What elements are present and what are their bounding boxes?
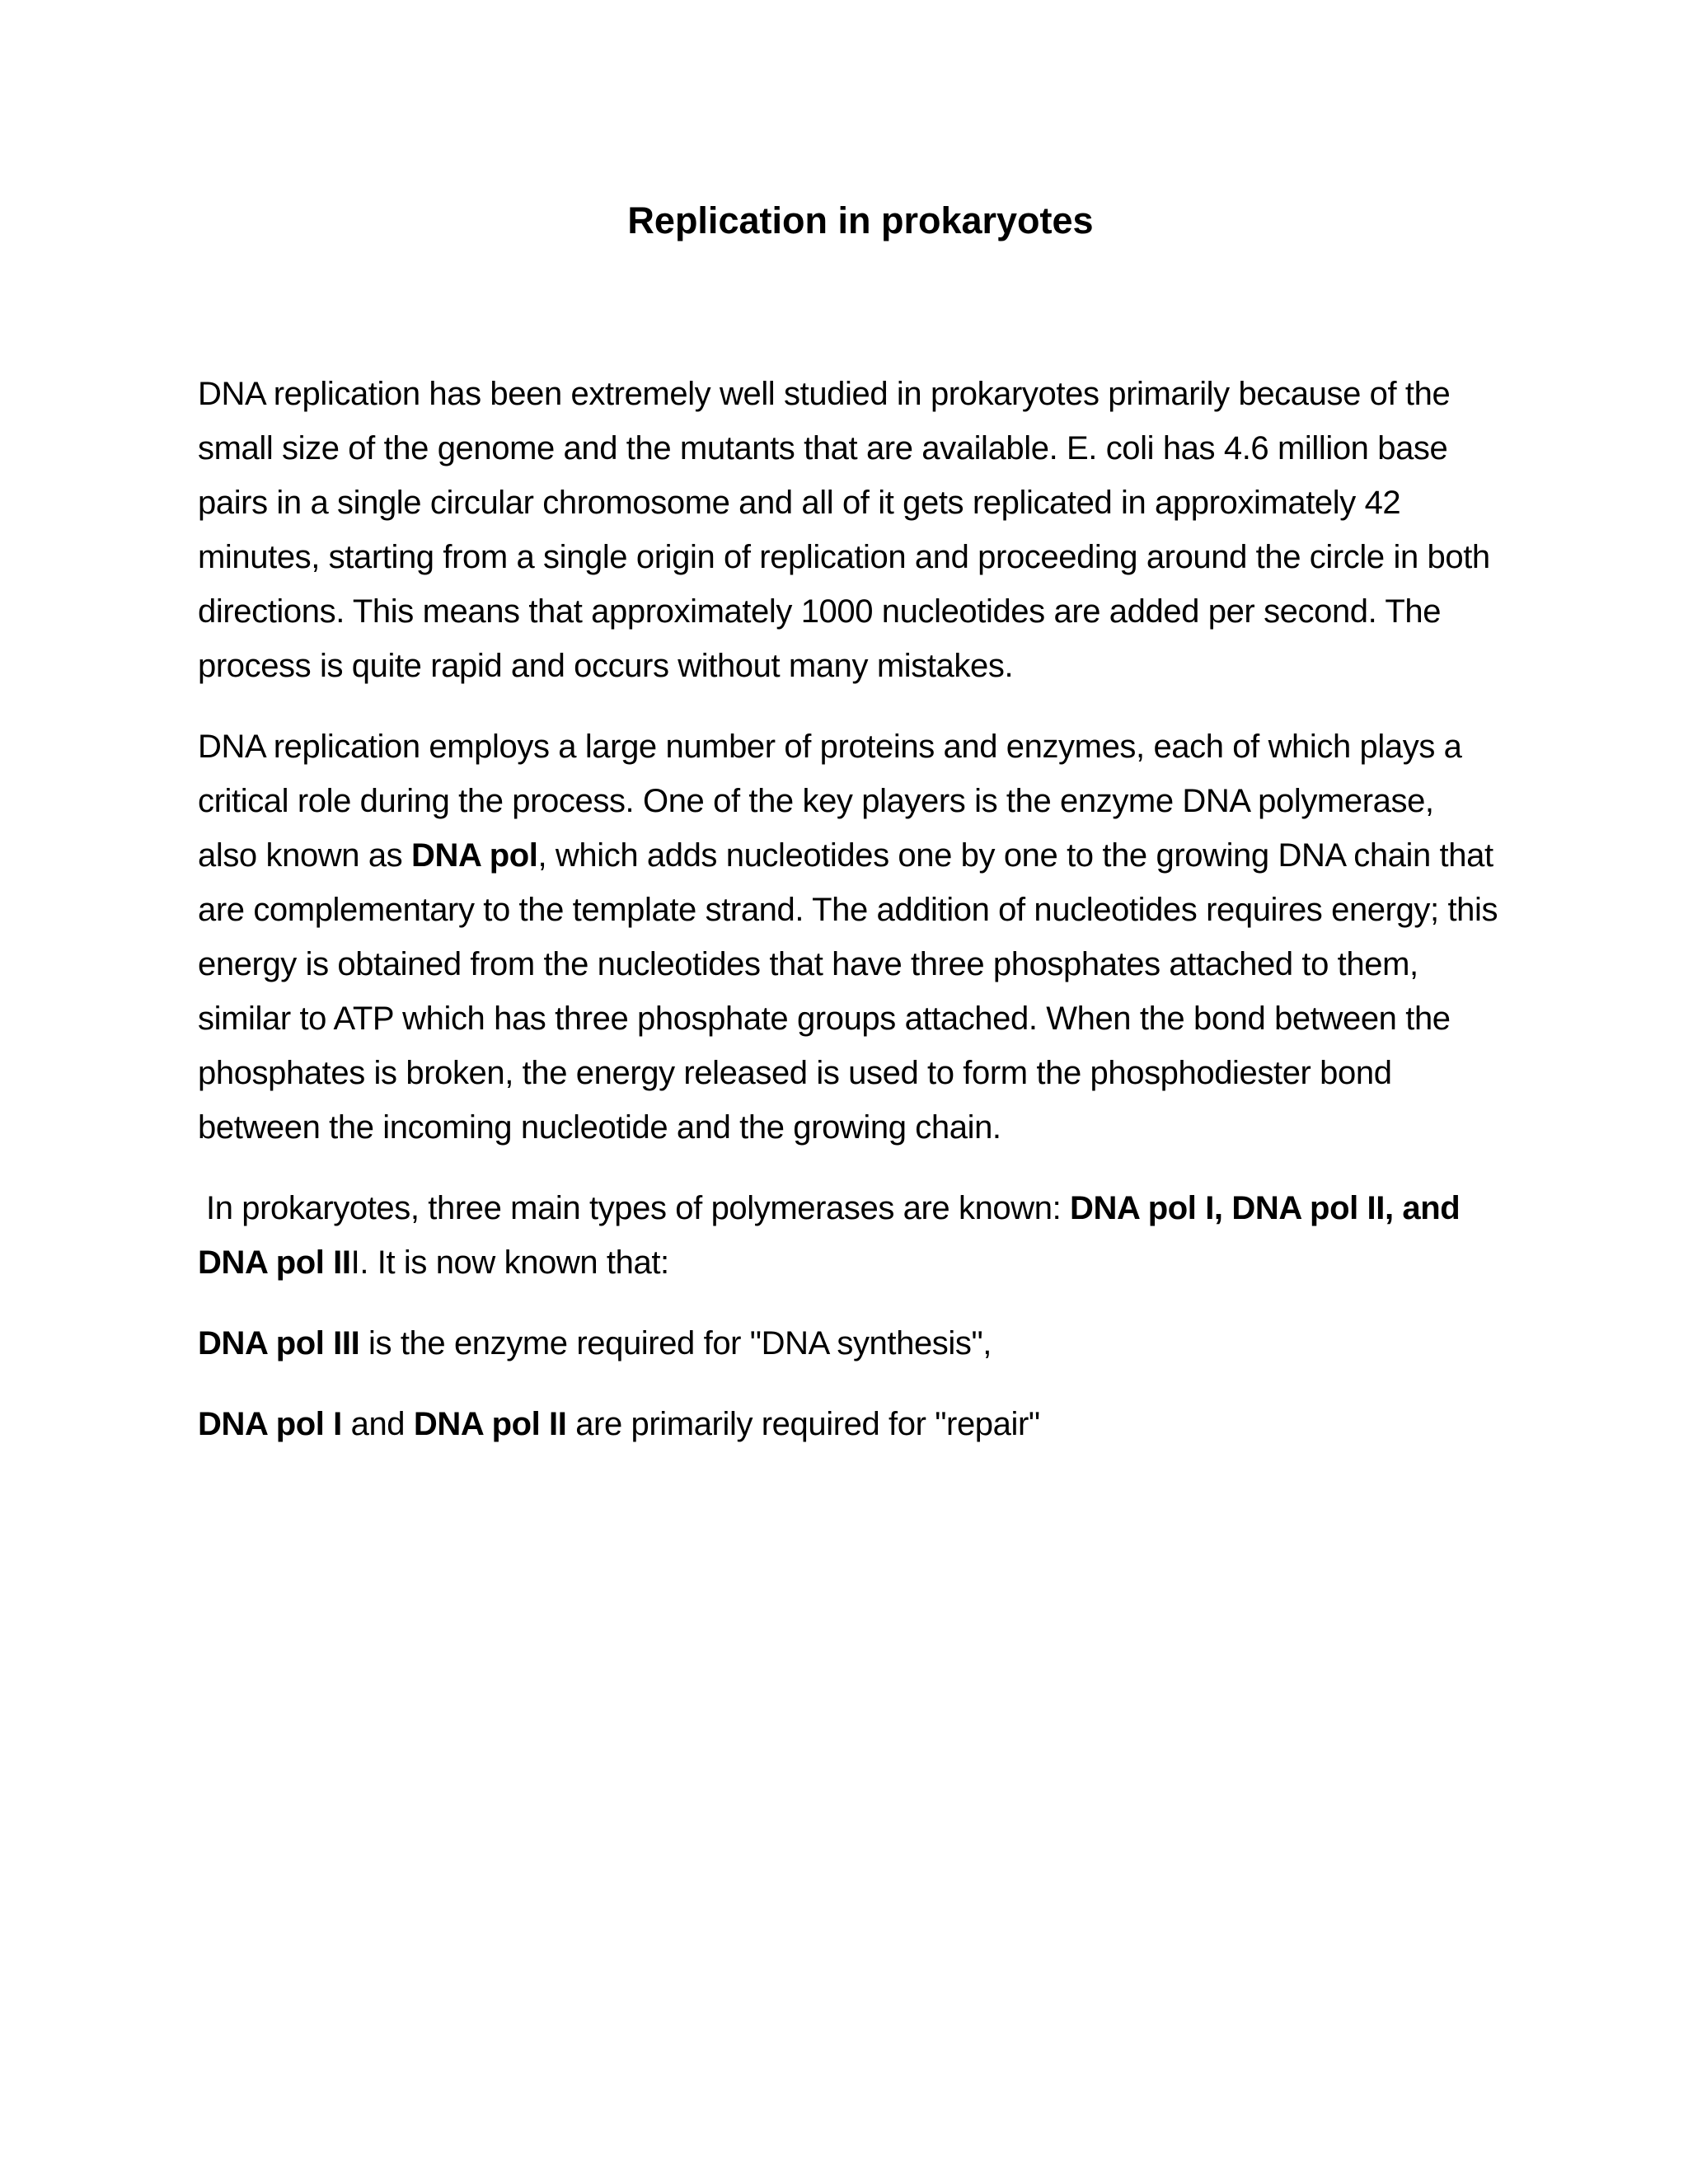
paragraph-text: are primarily required for "repair"	[566, 1406, 1040, 1442]
paragraph-dna-polymerase	[198, 719, 1500, 1155]
paragraph-text: I. It is now known that:	[350, 1244, 669, 1281]
paragraph-text: In prokaryotes, three main types of polymerases are known:	[206, 1190, 1071, 1226]
paragraph-intro: DNA replication has been extremely well studied in prokaryotes primarily because of the small size of the genome and the mutants that are available. E. coli has 4.6 million base pairs in a single circular chromosome and all of it gets replicated in approximately 42 minutes, starting from a single origin of replication and proceeding around the circle in both directions. This means that approximately 1000 nucleotides are added per second. The process is quite rapid and occurs without many mistakes.	[198, 376, 1490, 684]
paragraph-text: and	[341, 1406, 414, 1442]
bold-term: DNA pol II	[413, 1406, 567, 1442]
paragraph-text: is the enzyme required for "DNA synthesis",	[359, 1325, 992, 1361]
paragraph-pol-iii	[198, 1316, 1500, 1371]
bold-term: DNA pol I, DNA pol II, and DNA pol II	[198, 1190, 1461, 1281]
paragraph-pol-i-ii	[198, 1397, 1500, 1451]
bold-term: DNA pol III	[198, 1325, 360, 1361]
document-body	[198, 367, 1500, 1478]
document-title: Replication in prokaryotes	[627, 199, 1094, 241]
bold-term: DNA pol	[411, 837, 538, 874]
paragraph-polymerase-types	[198, 1181, 1500, 1290]
paragraph-text: , which adds nucleotides one by one to the growing DNA chain that are complementary to the template strand. The addition of nucleotides requires energy; this energy is obtained from the nucleotides that have three phosphates attached to them, similar to ATP which has three phosphate groups attached. When the bond between the phosphates is broken, the energy released is used to form the phosphodiester bond between the incoming nucleotide and the growing chain.	[198, 837, 1498, 1146]
paragraph-text: DNA replication employs a large number of proteins and enzymes, each of which plays a critical role during the process. One of the key players is the enzyme DNA polymerase, also known as	[198, 729, 1462, 874]
bold-term: DNA pol I	[198, 1406, 342, 1442]
